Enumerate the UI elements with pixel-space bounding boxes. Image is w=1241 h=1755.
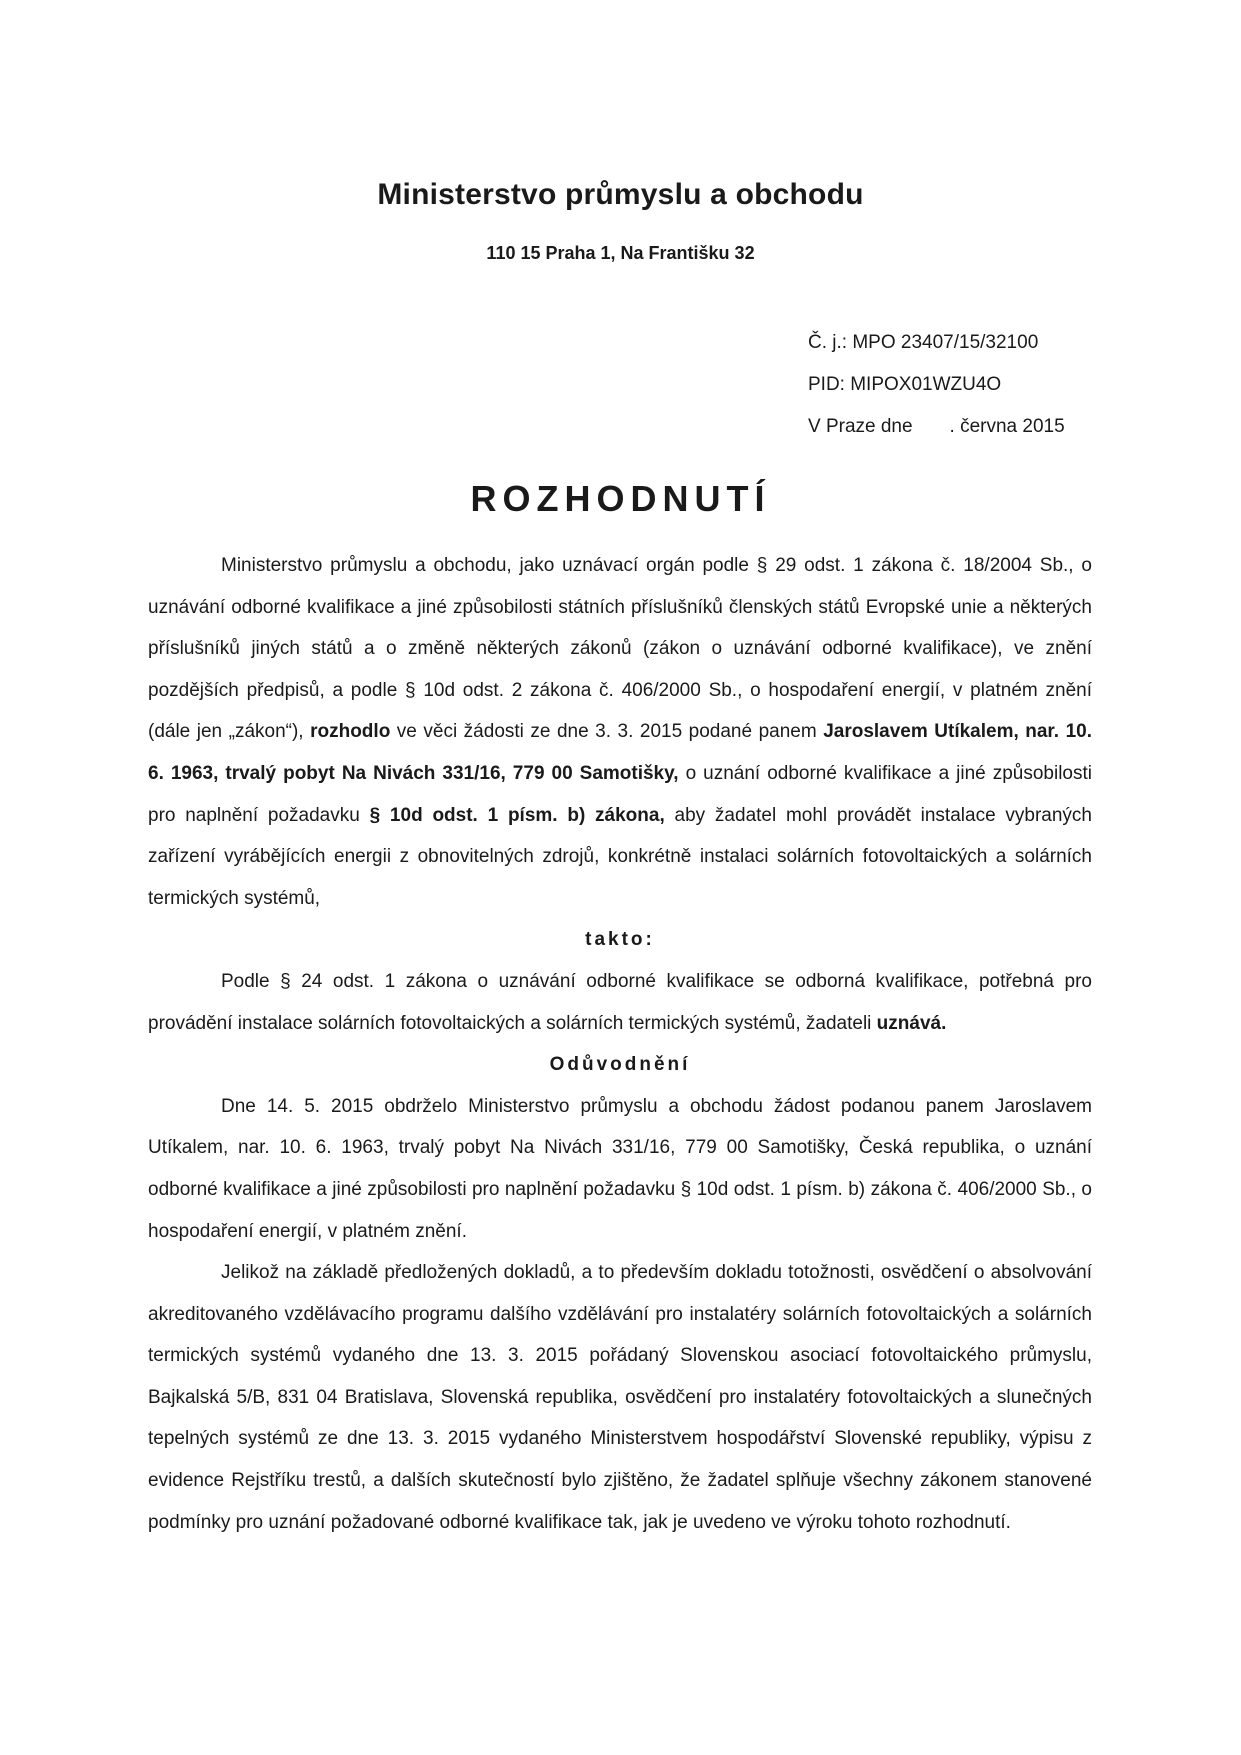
decision-title: ROZHODNUTÍ (470, 478, 771, 519)
verdict-bold: uznává. (876, 1012, 947, 1034)
case-number: Č. j.: MPO 23407/15/32100 (808, 332, 1039, 353)
reference-block (808, 322, 1065, 448)
verdict-paragraph (148, 961, 1092, 1044)
document-body (148, 545, 1092, 1543)
intro-paragraph (148, 545, 1092, 919)
intro-text-3: o uznání odborné kvalifikace a jiné způsobilosti pro naplnění požadavku (148, 762, 1092, 826)
intro-bold-1: rozhodlo (310, 721, 391, 743)
takto-heading: takto: (585, 929, 655, 951)
ministry-address: 110 15 Praha 1, Na Františku 32 (486, 243, 755, 263)
pid: PID: MIPOX01WZU4O (808, 374, 1002, 395)
intro-bold-2: Jaroslavem Utíkalem, nar. 10. 6. 1963, trvalý pobyt Na Nivách 331/16, 779 00 Samotišky, (148, 721, 1092, 784)
intro-text-4: aby žadatel mohl provádět instalace vybraných zařízení vyrábějících energii z obnovitelných zdrojů, konkrétně instalaci solárních fotovoltaických a solárních termických systémů, (148, 804, 1092, 909)
ministry-title: Ministerstvo průmyslu a obchodu (377, 178, 864, 211)
reasoning-paragraph-1: Dne 14. 5. 2015 obdrželo Ministerstvo průmyslu a obchodu žádost podanou panem Jaroslavem Utíkalem, nar. 10. 6. 1963, trvalý pobyt Na Nivách 331/16, 779 00 Samotišky, Česká republika, o uznání odborné kvalifikace a jiné způsobilosti pro naplnění požadavku § 10d odst. 1 písm. b) zákona č. 406/2000 Sb., o hospodaření energií, v platném znění. (148, 1095, 1092, 1242)
document-date: V Praze dne . června 2015 (808, 416, 1065, 437)
verdict-text: Podle § 24 odst. 1 zákona o uznávání odborné kvalifikace se odborná kvalifikace, potřebná pro provádění instalace solárních fotovoltaických a solárních termických systémů, žadateli (148, 970, 1092, 1034)
intro-text-1: Ministerstvo průmyslu a obchodu, jako uznávací orgán podle § 29 odst. 1 zákona č. 18/2004 Sb., o uznávání odborné kvalifikace a jiné způsobilosti státních příslušníků členských států Evropské unie a některých příslušníků jiných států a o změně některých zákonů (zákon o uznávání odborné kvalifikace), ve znění pozdějších předpisů, a podle § 10d odst. 2 zákona č. 406/2000 Sb., o hospodaření energií, v platném znění (dále jen „zákon“), (148, 555, 1092, 743)
intro-text-2: ve věci žádosti ze dne 3. 3. 2015 podané panem (390, 721, 824, 743)
reasoning-paragraph-2: Jelikož na základě předložených dokladů, a to především dokladu totožnosti, osvědčení o absolvování akreditovaného vzdělávacího programu dalšího vzdělávání pro instalatéry solárních fotovoltaických a solárních termických systémů vydaného dne 13. 3. 2015 pořádaný Slovenskou asociací fotovoltaického průmyslu, Bajkalská 5/B, 831 04 Bratislava, Slovenská republika, osvědčení pro instalatéry fotovoltaických a slunečných tepelných systémů ze dne 13. 3. 2015 vydaného Ministerstvem hospodářství Slovenské republiky, výpisu z evidence Rejstříku trestů, a dalších skutečností bylo zjištěno, že žadatel splňuje všechny zákonem stanovené podmínky pro uznání požadované odborné kvalifikace tak, jak je uvedeno ve výroku tohoto rozhodnutí. (148, 1262, 1092, 1533)
intro-bold-3: § 10d odst. 1 písm. b) zákona, (369, 804, 665, 826)
reasoning-heading: Odůvodnění (549, 1054, 691, 1076)
